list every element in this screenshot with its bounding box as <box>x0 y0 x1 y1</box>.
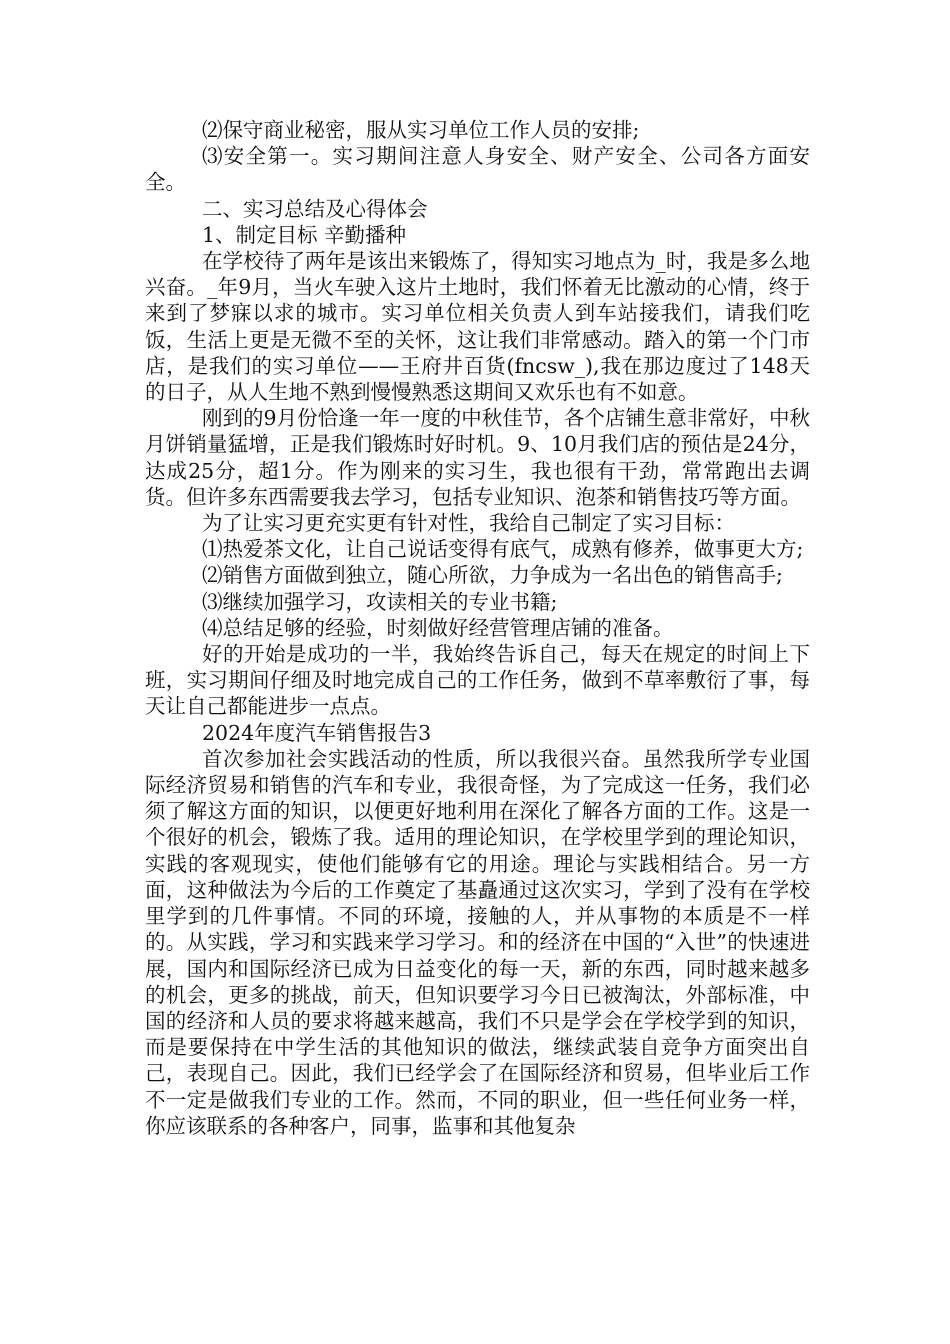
paragraph: 在学校待了两年是该出来锻炼了，得知实习地点为_时，我是多么地兴奋。_年9月，当火车驶入这片土地时，我们怀着无比激动的心情，终于来到了梦寐以求的城市。实习单位相关负责人到车站接我们，请我们吃饭，生活上更是无微不至的关怀，这让我们非常感动。踏入的第一个门市店，是我们的实习单位——王府井百货(fncsw_),我在那边度过了148天的日子，从人生地不熟到慢慢熟悉这期间又欢乐也有不如意。 <box>145 249 810 405</box>
paragraph: ⑵保守商业秘密，服从实习单位工作人员的安排; <box>202 118 640 142</box>
paragraph: 刚到的9月份恰逢一年一度的中秋佳节，各个店铺生意非常好，中秋月饼销量猛增，正是我们锻炼时好时机。9、10月我们店的预估是24分，达成25分，超1分。作为刚来的实习生，我也很有干劲，常常跑出去调货。但许多东西需要我去学习，包括专业知识、泡茶和销售技巧等方面。 <box>145 406 810 509</box>
document-page <box>145 117 810 1139</box>
paragraph: 首次参加社会实践活动的性质，所以我很兴奋。虽然我所学专业国际经济贸易和销售的汽车和专业，我很奇怪，为了完成这一任务，我们必须了解这方面的知识，以便更好地利用在深化了解各方面的工作。这是一个很好的机会，锻炼了我。适用的理论知识，在学校里学到的理论知识，实践的客观现实，使他们能够有它的用途。理论与实践相结合。另一方面，这种做法为今后的工作奠定了基矗通过这次实习，学到了没有在学校里学到的几件事情。不同的环境，接触的人，并从事物的本质是不一样的。从实践，学习和实践来学习学习。和的经济在中国的“入世”的快速进展，国内和国际经济已成为日益变化的每一天，新的东西，同时越来越多的机会，更多的挑战，前天，但知识要学习今日已被淘汰，外部标准，中国的经济和人员的要求将越来越高，我们不只是学会在学校学到的知识，而是要保持在中学生活的其他知识的做法，继续武装自竞争方面突出自己，表现自己。因此，我们已经学会了在国际经济和贸易，但毕业后工作不一定是做我们专业的工作。然而，不同的职业，但一些任何业务一样，你应该联系的各种客户，同事，监事和其他复杂 <box>145 746 810 1138</box>
paragraph: 好的开始是成功的一半，我始终告诉自己，每天在规定的时间上下班，实习期间仔细及时地完成自己的工作任务，做到不草率敷衍了事，每天让自己都能进步一点点。 <box>145 642 810 719</box>
list-item: ⑵销售方面做到独立，随心所欲，力争成为一名出色的销售高手; <box>202 563 783 588</box>
report-title: 2024年度汽车销售报告3 <box>202 720 432 745</box>
subsection-heading: 1、制定目标 辛勤播种 <box>202 222 407 247</box>
paragraph: ⑶安全第一。实习期间注意人身安全、财产安全、公司各方面安全。 <box>145 144 810 195</box>
list-item: ⑶继续加强学习，攻读相关的专业书籍; <box>202 589 558 614</box>
list-item: ⑷总结足够的经验，时刻做好经营管理店铺的准备。 <box>202 615 674 640</box>
paragraph: 为了让实习更充实更有针对性，我给自己制定了实习目标： <box>202 511 735 536</box>
list-item: ⑴热爱茶文化，让自己说话变得有底气，成熟有修养，做事更大方; <box>202 537 804 562</box>
section-heading: 二、实习总结及心得体会 <box>202 196 428 221</box>
